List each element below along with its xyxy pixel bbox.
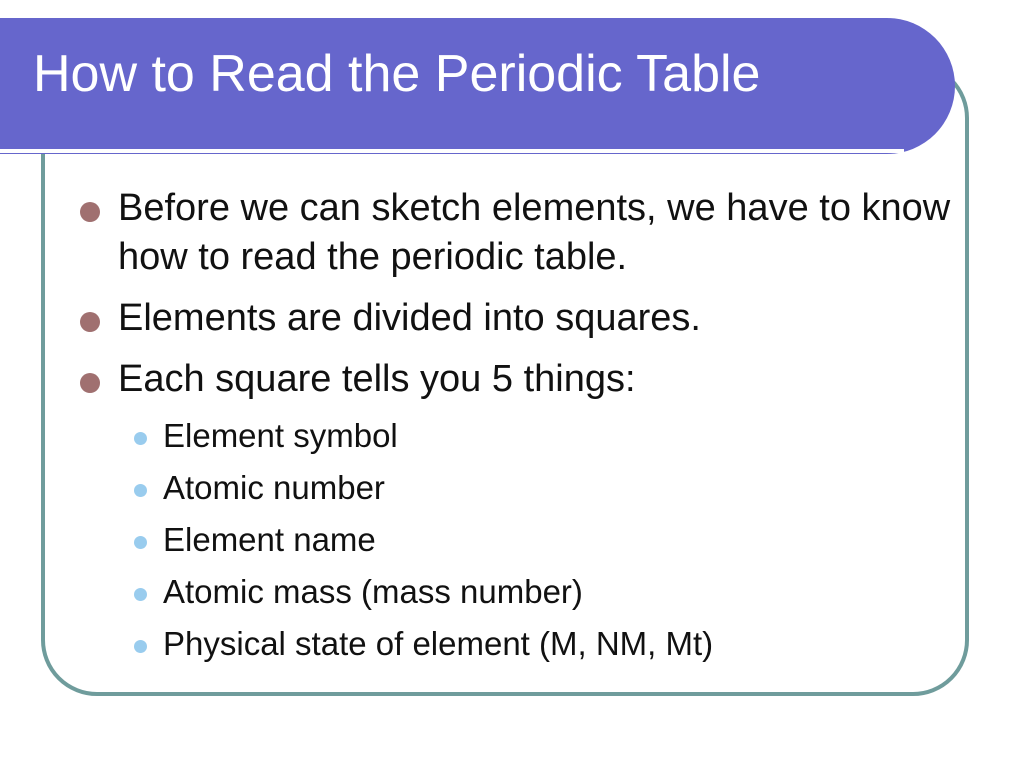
slide-title: How to Read the Periodic Table [33, 45, 761, 103]
sub-bullet-dot-icon [134, 484, 147, 497]
bullet-text: Each square tells you 5 things: [118, 358, 636, 400]
bullet-sketch-elements [80, 184, 960, 282]
sub-bullet-text: Element symbol [163, 417, 398, 454]
sub-bullet-atomic-number [132, 462, 952, 514]
sub-bullet-element-symbol [132, 410, 952, 462]
bullet-dot-icon [80, 312, 100, 332]
bullet-dot-icon [80, 373, 100, 393]
sub-bullet-element-name [132, 514, 952, 566]
sub-bullet-text: Atomic number [163, 469, 385, 506]
bullet-text: Before we can sketch elements, we have to know how to read the periodic table. [118, 187, 951, 278]
sub-bullet-text: Physical state of element (M, NM, Mt) [163, 625, 714, 662]
bullet-divided-squares [80, 294, 960, 343]
sub-bullet-text: Atomic mass (mass number) [163, 573, 583, 610]
sub-bullet-list [132, 410, 952, 670]
sub-bullet-atomic-mass [132, 566, 952, 618]
sub-bullet-text: Element name [163, 521, 376, 558]
main-bullet-list [80, 184, 960, 416]
title-underline [0, 149, 904, 153]
bullet-square-tells [80, 355, 960, 404]
bullet-dot-icon [80, 202, 100, 222]
sub-bullet-dot-icon [134, 432, 147, 445]
sub-bullet-dot-icon [134, 640, 147, 653]
sub-bullet-dot-icon [134, 536, 147, 549]
bullet-text: Elements are divided into squares. [118, 297, 701, 339]
sub-bullet-dot-icon [134, 588, 147, 601]
sub-bullet-physical-state [132, 618, 952, 670]
